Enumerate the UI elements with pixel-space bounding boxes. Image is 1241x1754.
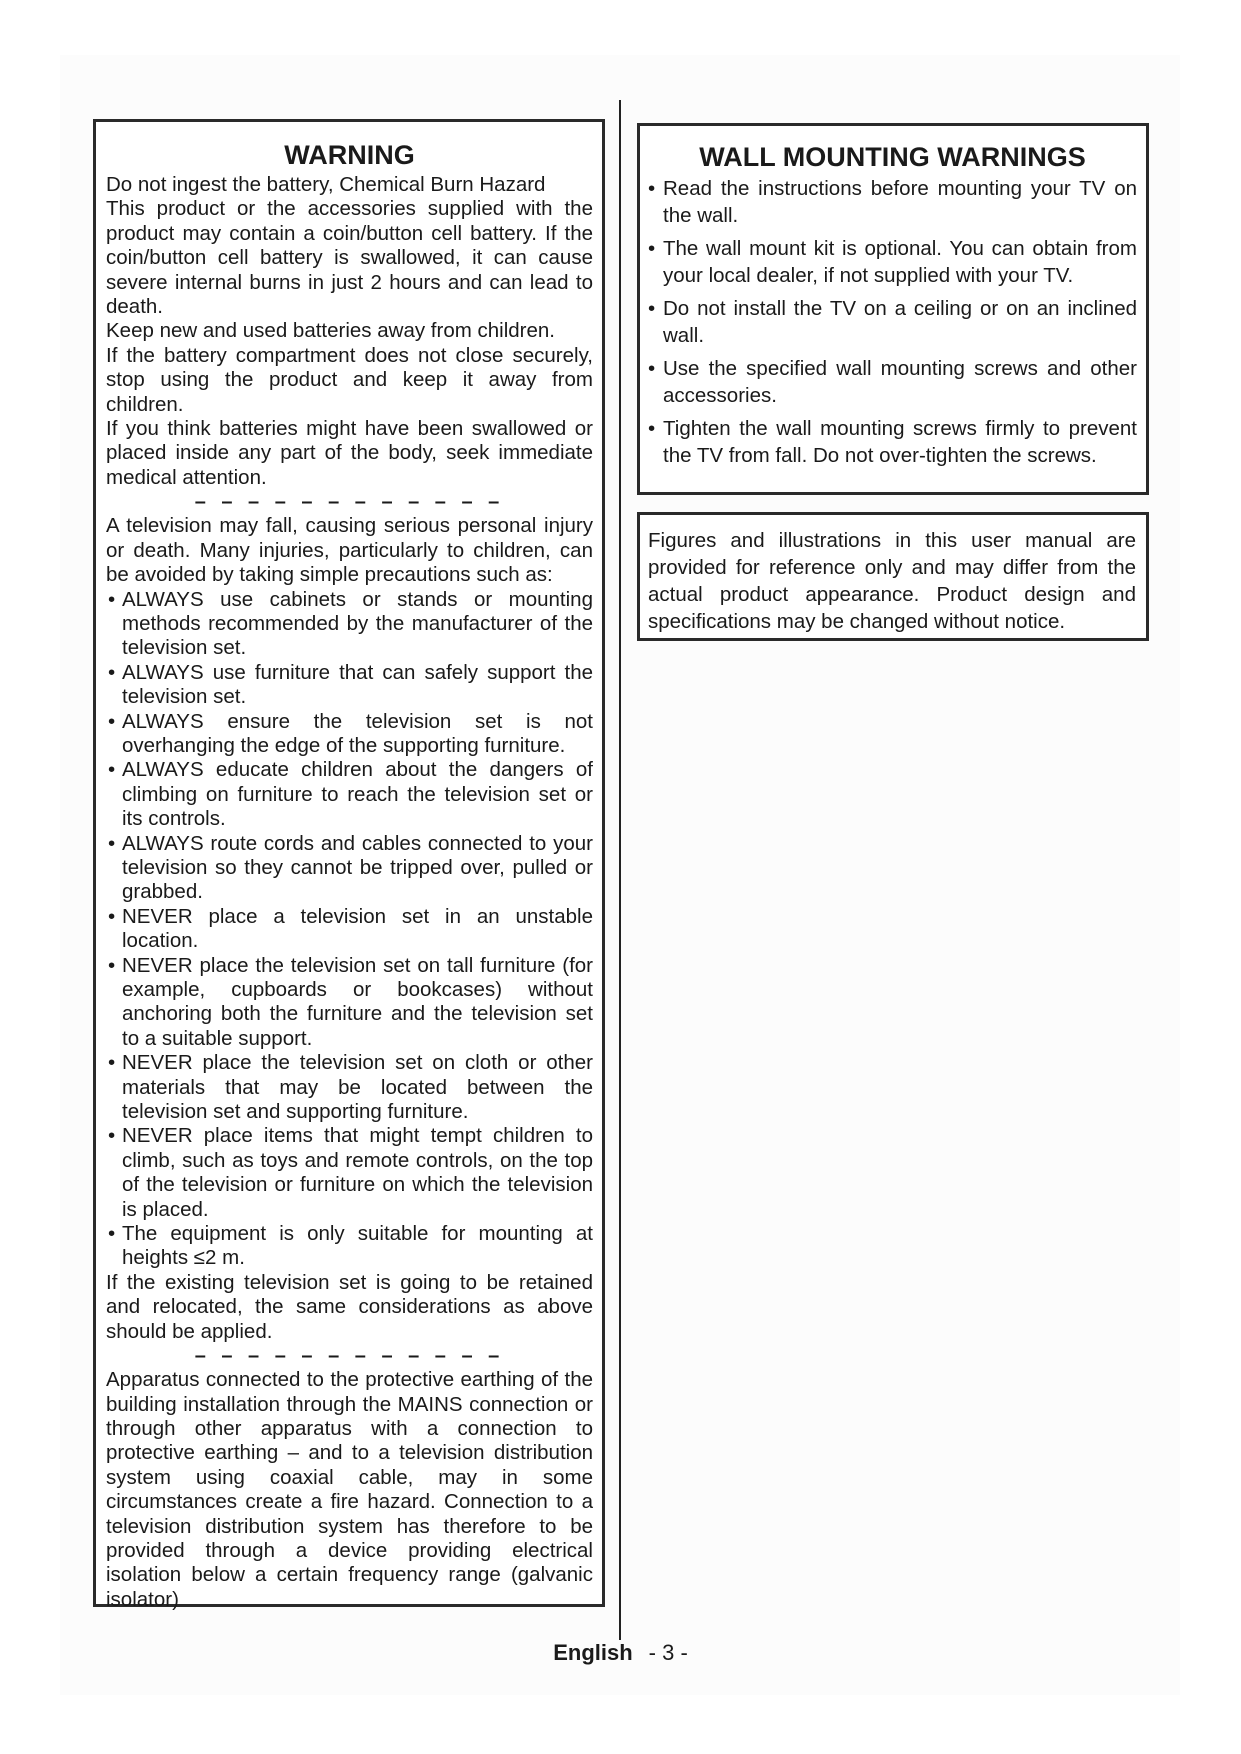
bullet-icon: • xyxy=(108,1222,116,1246)
section-separator: – – – – – – – – – – – – xyxy=(194,1345,505,1368)
relocation-note: If the existing television set is going to be retained and relocated, the same considerations as above should be applied. xyxy=(106,1270,593,1343)
list-item xyxy=(106,905,593,954)
warning-intro-line: Do not ingest the battery, Chemical Burn Hazard xyxy=(106,173,546,196)
list-item xyxy=(648,235,1137,289)
list-item-text: Do not install the TV on a ceiling or on an inclined wall. xyxy=(663,297,1137,347)
list-item-text: NEVER place the television set on cloth or other materials that may be located between the television set and supporting furniture. xyxy=(122,1051,593,1124)
list-item-text: NEVER place the television set on tall furniture (for example, cupboards or bookcases) without anchoring both the furniture and the television set to a suitable support. xyxy=(122,953,593,1050)
precaution-list xyxy=(106,588,593,1271)
list-item-text: Tighten the wall mounting screws firmly to prevent the TV from fall. Do not over-tighten the screws. xyxy=(663,417,1137,467)
list-item xyxy=(106,1124,593,1222)
bullet-icon: • xyxy=(108,831,116,855)
list-item xyxy=(106,758,593,831)
list-item xyxy=(106,1051,593,1124)
warning-intro-line: This product or the accessories supplied with the product may contain a coin/button cell battery. If the coin/button cell battery is swallowed, it can cause severe internal burns in just 2 hours and can lead to death. xyxy=(106,197,593,319)
list-item xyxy=(106,710,593,759)
bullet-icon: • xyxy=(648,177,656,200)
bullet-icon: • xyxy=(648,237,656,260)
bullet-icon: • xyxy=(648,297,656,320)
list-item-text: ALWAYS use furniture that can safely support the television set. xyxy=(122,660,593,709)
footer-language: English xyxy=(553,1640,633,1665)
warning-title: WARNING xyxy=(284,140,415,170)
list-item xyxy=(106,832,593,905)
warning-intro-line: Keep new and used batteries away from children. xyxy=(106,319,555,343)
wall-mounting-body xyxy=(648,175,1137,469)
list-item xyxy=(106,661,593,710)
list-item xyxy=(648,355,1137,409)
list-item-text: NEVER place items that might tempt children to climb, such as toys and remote controls, on the top of the television or furniture on which the television is placed. xyxy=(122,1124,593,1221)
list-item-text: Use the specified wall mounting screws and other accessories. xyxy=(663,357,1137,407)
wall-mounting-title: WALL MOUNTING WARNINGS xyxy=(699,142,1086,172)
list-item-text: ALWAYS educate children about the dangers of climbing on furniture to reach the television set or its controls. xyxy=(122,758,593,831)
bullet-icon: • xyxy=(108,758,116,782)
bullet-icon: • xyxy=(108,953,116,977)
wall-mounting-list xyxy=(648,175,1137,469)
list-item xyxy=(648,295,1137,349)
warning-body xyxy=(106,173,593,1612)
bullet-icon: • xyxy=(108,660,116,684)
wall-mounting-box xyxy=(637,123,1149,495)
bullet-icon: • xyxy=(108,904,116,928)
bullet-icon: • xyxy=(108,1051,116,1075)
bullet-icon: • xyxy=(108,587,116,611)
list-item-text: ALWAYS ensure the television set is not overhanging the edge of the supporting furniture. xyxy=(122,709,593,757)
list-item-text: NEVER place a television set in an unstable location. xyxy=(122,904,593,953)
bullet-icon: • xyxy=(648,357,656,380)
list-item-text: ALWAYS route cords and cables connected to your television so they cannot be tripped over, pulled or grabbed. xyxy=(122,831,593,904)
fall-hazard-intro: A television may fall, causing serious personal injury or death. Many injuries, particularly to children, can be avoided by taking simple precautions such as: xyxy=(106,514,593,587)
list-item-text: Read the instructions before mounting your TV on the wall. xyxy=(663,177,1137,227)
column-divider xyxy=(619,100,621,1640)
list-item xyxy=(106,954,593,1052)
bullet-icon: • xyxy=(108,709,116,733)
disclaimer-text: Figures and illustrations in this user manual are provided for reference only and may differ from the actual product appearance. Product design and specifications may be changed without notice. xyxy=(648,529,1136,633)
list-item xyxy=(648,415,1137,469)
section-separator: – – – – – – – – – – – – xyxy=(194,491,505,514)
warning-box xyxy=(93,119,605,1611)
bullet-icon: • xyxy=(648,417,656,440)
list-item-text: ALWAYS use cabinets or stands or mounting methods recommended by the manufacturer of the television set. xyxy=(122,587,593,660)
earthing-warning: Apparatus connected to the protective earthing of the building installation through the MAINS connection or through other apparatus with a connection to protective earthing – and to a television distribution system using coaxial cable, may in some circumstances create a fire hazard. Connection to a television distribution system has therefore to be provided through a device providing electrical isolation below a certain frequency range (galvanic isolator) xyxy=(106,1368,593,1611)
bullet-icon: • xyxy=(108,1124,116,1148)
list-item xyxy=(106,588,593,661)
warning-intro-line: If the battery compartment does not close securely, stop using the product and keep it away from children. xyxy=(106,343,593,416)
list-item xyxy=(106,1222,593,1271)
page-number: - 3 - xyxy=(648,1640,688,1665)
list-item-text: The wall mount kit is optional. You can obtain from your local dealer, if not supplied with your TV. xyxy=(663,237,1137,287)
list-item xyxy=(648,175,1137,229)
list-item-text: The equipment is only suitable for mounting at heights ≤2 m. xyxy=(122,1222,593,1270)
disclaimer-box xyxy=(637,512,1149,641)
page-footer xyxy=(0,1640,1241,1666)
warning-intro-line: If you think batteries might have been swallowed or placed inside any part of the body, seek immediate medical attention. xyxy=(106,417,593,489)
